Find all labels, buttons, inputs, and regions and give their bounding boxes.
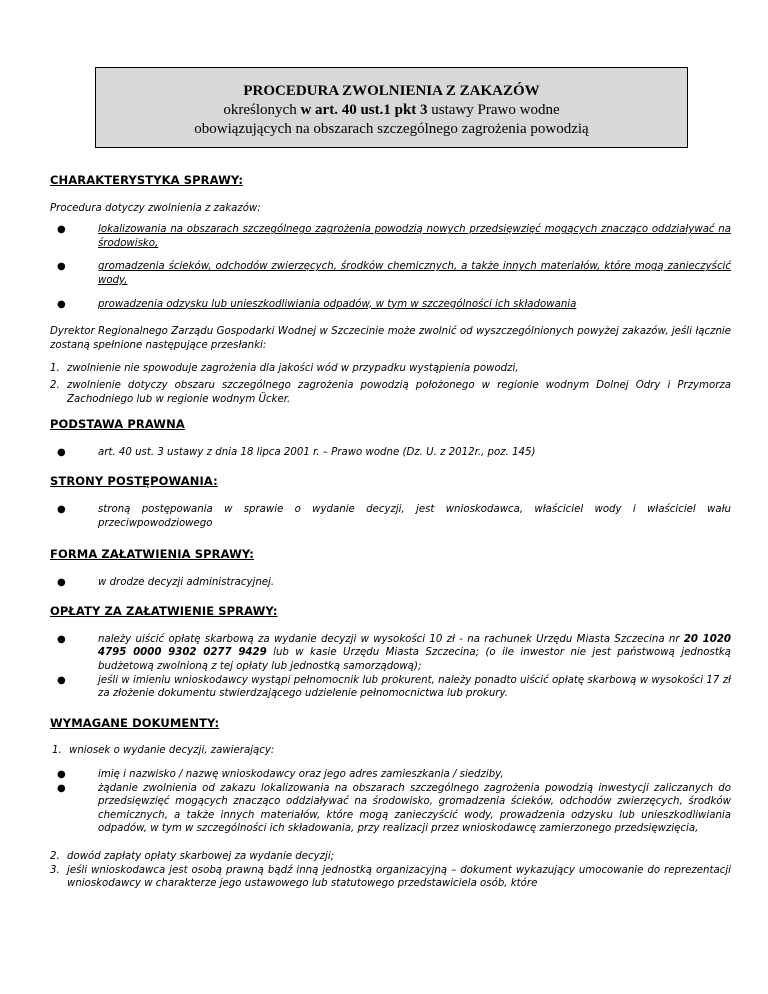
list-item-text: art. 40 ust. 3 ustawy z dnia 18 lipca 2001 r. – Prawo wodne (Dz. U. z 2012r., poz. 145)	[98, 446, 536, 458]
list-item	[50, 446, 731, 460]
list-item	[50, 633, 731, 674]
condition-text: zwolnienie nie spowoduje zagrożenia dla jakości wód w przypadku wystąpienia powodzi,	[67, 363, 519, 375]
heading-strony: STRONY POSTĘPOWANIA:	[50, 474, 218, 489]
bullet-icon: ●	[57, 446, 66, 458]
oplaty-item1-post: lub w kasie Urzędu Miasta Szczecina; (o ile inwestor nie jest państwową jednostką budżetową zwolnioną z tej opłaty lub jednostką samorządową);	[98, 647, 731, 673]
bullet-icon: ●	[57, 503, 66, 515]
bullet-icon: ●	[57, 633, 66, 645]
list-item	[50, 576, 731, 590]
sub-list-item	[50, 782, 731, 836]
bullet-icon: ●	[57, 261, 66, 273]
sub-list-item-text: imię i nazwisko / nazwę wnioskodawcy oraz jego adres zamieszkania / siedziby,	[98, 769, 504, 781]
list-item-text: jeśli w imieniu wnioskodawcy wystąpi pełnomocnik lub prokurent, należy ponadto uiścić opłatę skarbową w wysokości 17 zł za złożenie dokumentu stwierdzającego udzielenie pełnomocnictwa lub prokury.	[98, 674, 731, 700]
bullet-icon: ●	[57, 769, 66, 781]
dyrektor-text: Dyrektor Regionalnego Zarządu Gospodarki Wodnej w Szczecinie może zwolnić od wyszczególnionych powyżej zakazów, jeśli łącznie zostaną spełnione następujące przesłanki:	[50, 326, 731, 351]
title-line-2-pre: określonych	[223, 102, 301, 118]
title-line-2-bold: w art. 40 ust.1 pkt 3	[300, 102, 428, 118]
charakterystyka-intro: Procedura dotyczy zwolnienia z zakazów:	[50, 202, 261, 214]
condition-number: 1.	[50, 363, 60, 375]
document-text: dowód zapłaty opłaty skarbowej za wydanie decyzji;	[67, 851, 335, 862]
heading-oplaty: OPŁATY ZA ZAŁATWIENIE SPRAWY:	[50, 604, 278, 619]
document-item	[50, 864, 731, 891]
list-item	[50, 503, 731, 530]
document-text: jeśli wnioskodawca jest osobą prawną bądź inną jednostką organizacyjną – dokument wykazujący umocowanie do reprezentacji wnioskodawcy w charakterze jego ustawowego lub statutowego przedstawiciela osób, które	[67, 864, 731, 890]
title-box	[95, 67, 688, 148]
title-line-2-post: ustawy Prawo wodne	[427, 102, 560, 118]
document-text: wniosek o wydanie decyzji, zawierający:	[69, 745, 275, 757]
sub-list-item-text: żądanie zwolnienia od zakazu lokalizowania na obszarach szczególnego zagrożenia powodzią inwestycji zaliczanych do przedsięwzięć mogących znacząco oddziaływać na środowisko, gromadzenia ścieków, odchodów zwierzęcych, środków chemicznych, a także innych materiałów, które mogą zanieczyścić wody, prowadzenia odzysku lub unieszkodliwiania odpadów, w tym w szczególności ich składowania, przy realizacji przez wnioskodawcę zamierzonego przedsięwzięcia,	[98, 782, 731, 835]
bullet-icon: ●	[57, 224, 66, 236]
list-item	[50, 298, 731, 312]
heading-charakterystyka: CHARAKTERYSTYKA SPRAWY:	[50, 173, 244, 187]
condition-item	[50, 379, 731, 406]
heading-podstawa: PODSTAWA PRAWNA	[50, 417, 185, 432]
document-number: 3.	[50, 864, 60, 876]
bullet-icon: ●	[57, 782, 66, 794]
sub-list-item	[50, 768, 731, 782]
document-number: 1.	[52, 745, 62, 757]
bank-account-number: 20 1020 4795 0000 9302 0277 9429	[98, 633, 732, 659]
list-item-text: stroną postępowania w sprawie o wydanie decyzji, jest wnioskodawca, właściciel wody i właściciel wału przeciwpowodziowego	[98, 503, 731, 529]
heading-forma: FORMA ZAŁATWIENIA SPRAWY:	[50, 547, 254, 562]
list-item	[50, 223, 731, 250]
list-item-text: gromadzenia ścieków, odchodów zwierzęcych, środków chemicznych, a także innych materiałów, które mogą zanieczyścić wody,	[98, 261, 731, 286]
title-line-3: obowiązujących na obszarach szczególnego zagrożenia powodzią	[194, 121, 589, 137]
document-number: 2.	[50, 851, 60, 862]
bullet-icon: ●	[57, 576, 66, 588]
document-item	[50, 744, 731, 758]
document-item	[50, 850, 731, 864]
condition-number: 2.	[50, 379, 60, 391]
list-item	[50, 260, 731, 287]
title-line-1: PROCEDURA ZWOLNIENIA Z ZAKAZÓW	[243, 83, 540, 99]
title-line-2	[96, 101, 687, 120]
bullet-icon: ●	[57, 298, 66, 310]
list-item-text: lokalizowania na obszarach szczególnego zagrożenia powodzią nowych przedsięwzięć mogących znacząco oddziaływać na środowisko,	[98, 224, 731, 249]
condition-item	[50, 362, 731, 376]
bullet-icon: ●	[57, 674, 66, 686]
document-content	[50, 174, 731, 891]
condition-text: zwolnienie dotyczy obszaru szczególnego zagrożenia powodzią położonego w regionie wodnym Dolnej Odry i Przymorza Zachodniego lub w regionie wodnym Ücker.	[67, 379, 731, 405]
oplaty-item1-pre: należy uiścić opłatę skarbową za wydanie decyzji w wysokości 10 zł - na rachunek Urzędu Miasta Szczecina nr	[98, 633, 684, 645]
heading-dokumenty: WYMAGANE DOKUMENTY:	[50, 715, 220, 730]
list-item-text: w drodze decyzji administracyjnej.	[98, 576, 275, 588]
list-item-text: prowadzenia odzysku lub unieszkodliwiania odpadów, w tym w szczególności ich składowania	[98, 298, 577, 310]
list-item	[50, 674, 731, 701]
